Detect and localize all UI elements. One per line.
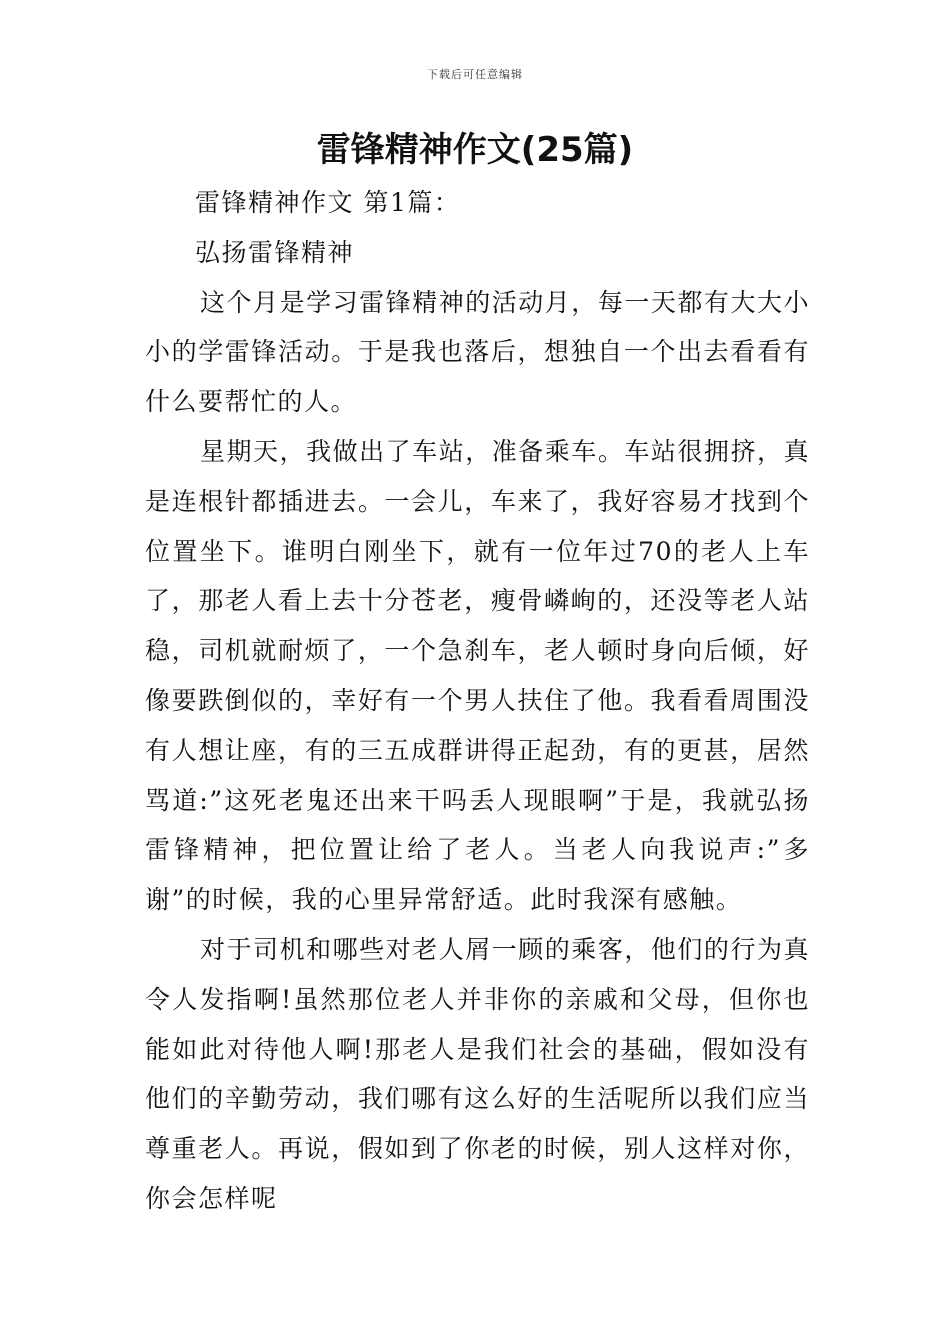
paragraph: 星期天，我做出了车站，准备乘车。车站很拥挤，真是连根针都插进去。一会儿，车来了，我好容易才找到个位置坐下。谁明白刚坐下，就有一位年过70的老人上车了，那老人看上去十分苍老，瘦骨嶙峋的，还没等老人站稳，司机就耐烦了，一个急刹车，老人顿时身向后倾，好像要跌倒似的，幸好有一个男人扶住了他。我看看周围没有人想让座，有的三五成群讲得正起劲，有的更甚，居然骂道:”这死老鬼还出来干吗丢人现眼啊”于是，我就弘扬雷锋精神，把位置让给了老人。当老人向我说声:”多谢”的时候，我的心里异常舒适。此时我深有感触。 [145,436,810,915]
essay-title: 弘扬雷锋精神 [195,237,355,267]
paragraph: 这个月是学习雷锋精神的活动月，每一天都有大大小小的学雷锋活动。于是我也落后，想独自一个出去看看有什么要帮忙的人。 [145,287,810,417]
document-body [145,178,810,1224]
paragraph: 对于司机和哪些对老人屑一顾的乘客，他们的行为真令人发指啊!虽然那位老人并非你的亲戚和父母，但你也能如此对待他人啊!那老人是我们社会的基础，假如没有他们的辛勤劳动，我们哪有这么好的生活呢所以我们应当尊重老人。再说，假如到了你老的时候，别人这样对你，你会怎样呢 [145,934,810,1213]
header-note: 下载后可任意编辑 [427,68,523,81]
document-title: 雷锋精神作文(25篇) [316,130,634,170]
section-label: 雷锋精神作文 第1篇： [195,188,461,217]
